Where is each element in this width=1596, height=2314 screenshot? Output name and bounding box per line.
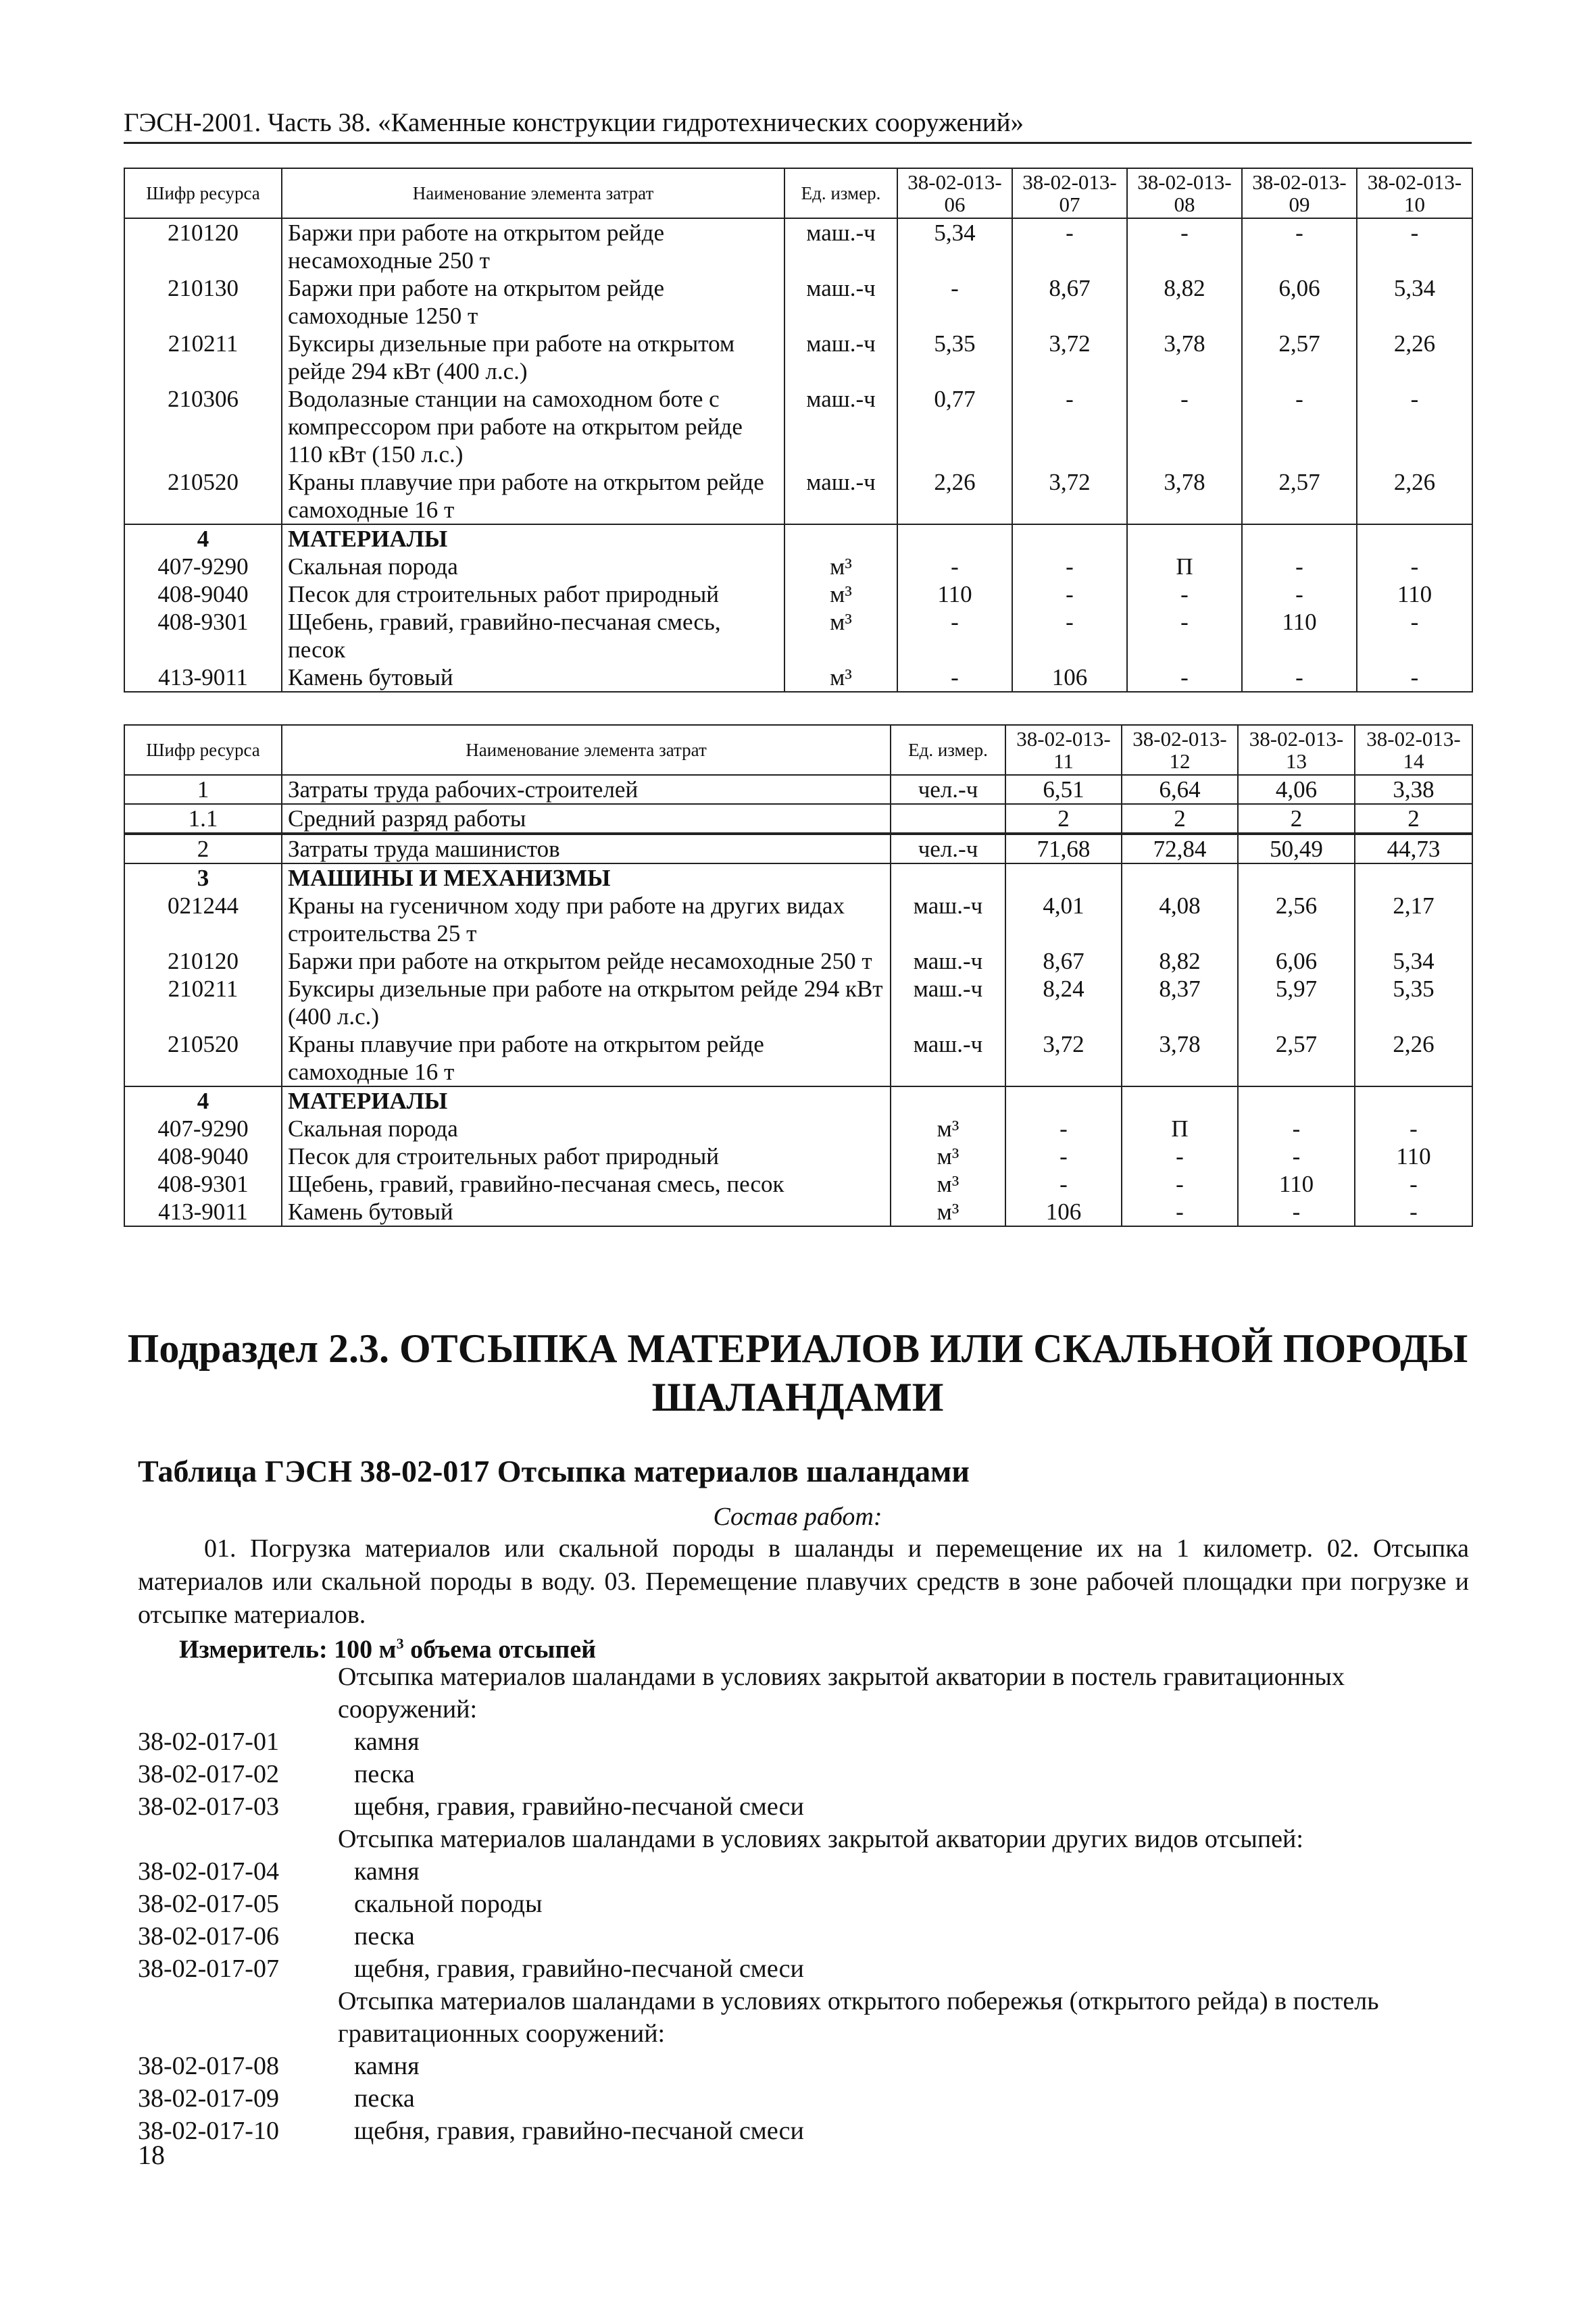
section-row-materials (124, 1086, 1472, 1115)
norm-value: 3,38 (1355, 775, 1472, 804)
norm-value: - (1357, 553, 1472, 580)
resource-name: Краны плавучие при работе на открытом рейде самоходные 16 т (282, 1030, 891, 1086)
norm-value: 8,37 (1122, 975, 1238, 1030)
list-item (138, 1790, 1472, 1823)
norm-value: - (1242, 663, 1357, 692)
norm-code-list (138, 1661, 1472, 2147)
norm-value: 4,01 (1005, 892, 1122, 947)
norm-value: - (1127, 218, 1242, 274)
norm-description: песка (354, 2084, 415, 2113)
running-header: ГЭСН-2001. Часть 38. «Каменные конструкции гидротехнических сооружений» (124, 107, 1472, 144)
norm-value: 2,57 (1238, 1030, 1355, 1086)
norm-value: - (1012, 385, 1127, 468)
norm-value: - (1238, 1198, 1355, 1226)
resource-code: 210120 (124, 218, 282, 274)
norm-value: 6,06 (1238, 947, 1355, 975)
norm-value: П (1122, 1115, 1238, 1142)
resource-name: Песок для строительных работ природный (282, 580, 784, 608)
section-code: 4 (124, 524, 282, 553)
norm-value: 3,72 (1005, 1030, 1122, 1086)
resource-unit: м³ (784, 580, 897, 608)
norm-value: - (1127, 663, 1242, 692)
norm-value: - (1355, 1198, 1472, 1226)
norm-value: 2 (1355, 804, 1472, 834)
table-header-row (124, 168, 1472, 218)
resource-table-013-11-14 (124, 724, 1473, 1227)
table-header-row (124, 725, 1472, 775)
norm-value: 5,35 (1355, 975, 1472, 1030)
norm-value: 5,34 (1357, 274, 1472, 330)
table-row (124, 580, 1472, 608)
norm-value: - (1122, 1142, 1238, 1170)
norm-value: - (1005, 1115, 1122, 1142)
page-number: 18 (138, 2140, 165, 2170)
resource-code: 210520 (124, 468, 282, 524)
resource-code: 408-9040 (124, 1142, 282, 1170)
col-header-unit: Ед. измер. (784, 168, 897, 218)
list-item (138, 1726, 1472, 1758)
table-row (124, 1142, 1472, 1170)
list-item (138, 2082, 1472, 2115)
resource-unit (891, 804, 1005, 834)
norm-code: 38-02-017-09 (138, 2084, 279, 2113)
norm-value: 50,49 (1238, 834, 1355, 863)
resource-name: Песок для строительных работ природный (282, 1142, 891, 1170)
norm-value: - (1357, 218, 1472, 274)
resource-name: Буксиры дизельные при работе на открытом рейде 294 кВт (400 л.с.) (282, 975, 891, 1030)
norm-value: - (1238, 1115, 1355, 1142)
norm-description: скальной породы (354, 1890, 543, 1918)
norm-value: 2,17 (1355, 892, 1472, 947)
work-composition-text: 01. Погрузка материалов или скальной породы в шаланды и перемещение их на 1 километр. 02. Отсыпка материалов или скальной породы в воду. 03. Перемещение плавучих средств в зоне рабочей площадки при погрузке и отсыпке материалов. (138, 1534, 1469, 1629)
norm-code: 38-02-017-01 (138, 1728, 279, 1756)
norm-description: щебня, гравия, гравийно-песчаной смеси (354, 1792, 804, 1821)
list-item (138, 2115, 1472, 2147)
norm-value: 8,82 (1122, 947, 1238, 975)
norm-value: - (1012, 218, 1127, 274)
subsection-title: Подраздел 2.3. ОТСЫПКА МАТЕРИАЛОВ ИЛИ СКАЛЬНОЙ ПОРОДЫ ШАЛАНДАМИ (127, 1326, 1468, 1419)
table-row (124, 385, 1472, 468)
norm-value: 2 (1005, 804, 1122, 834)
resource-code: 413-9011 (124, 663, 282, 692)
norm-description: камня (354, 1857, 420, 1886)
table-row (124, 975, 1472, 1030)
group-heading: Отсыпка материалов шаландами в условиях закрытой акватории в постель гравитационных сооружений: (338, 1663, 1345, 1724)
norm-value: 8,82 (1127, 274, 1242, 330)
norm-value: 6,06 (1242, 274, 1357, 330)
norm-value: П (1127, 553, 1242, 580)
norm-value: - (1012, 553, 1127, 580)
norm-value: - (1357, 608, 1472, 663)
group-heading: Отсыпка материалов шаландами в условиях открытого побережья (открытого рейда) в постель гравитационных сооружений: (338, 1987, 1379, 2048)
resource-code: 407-9290 (124, 1115, 282, 1142)
norm-value: 3,78 (1127, 330, 1242, 385)
resource-unit: м³ (784, 553, 897, 580)
norm-value: 44,73 (1355, 834, 1472, 863)
meter-superscript: 3 (396, 1635, 404, 1652)
resource-unit: маш.-ч (784, 274, 897, 330)
materials-group (124, 524, 1472, 692)
list-item (138, 1855, 1472, 1888)
table-row (124, 330, 1472, 385)
resource-name: Камень бутовый (282, 663, 784, 692)
resource-unit: маш.-ч (891, 892, 1005, 947)
resource-code: 210120 (124, 947, 282, 975)
table-row (124, 553, 1472, 580)
table-row (124, 1115, 1472, 1142)
resource-name: Баржи при работе на открытом рейде несамоходные 250 т (282, 947, 891, 975)
list-item (138, 2050, 1472, 2082)
norm-value: - (1005, 1170, 1122, 1198)
resource-code: 210520 (124, 1030, 282, 1086)
norm-code: 38-02-017-07 (138, 1955, 279, 1983)
norm-value: - (897, 553, 1012, 580)
resource-unit: м³ (891, 1170, 1005, 1198)
norm-code: 38-02-017-08 (138, 2052, 279, 2080)
table-row (124, 608, 1472, 663)
norm-value: - (1242, 553, 1357, 580)
resource-unit: м³ (891, 1142, 1005, 1170)
norm-value: - (1127, 385, 1242, 468)
norm-value: - (897, 608, 1012, 663)
norm-value: 5,35 (897, 330, 1012, 385)
norm-value: 3,72 (1012, 330, 1127, 385)
table-title: Таблица ГЭСН 38-02-017 Отсыпка материалов шаландами (138, 1454, 970, 1488)
meter-prefix: Измеритель: 100 м (179, 1635, 397, 1664)
norm-value: - (897, 274, 1012, 330)
resource-code: 407-9290 (124, 553, 282, 580)
norm-value: 4,06 (1238, 775, 1355, 804)
norm-value: - (1357, 663, 1472, 692)
section-code: 3 (124, 863, 282, 892)
norm-value: 110 (1242, 608, 1357, 663)
resource-unit: маш.-ч (784, 468, 897, 524)
norm-value: 110 (897, 580, 1012, 608)
norm-value: 8,67 (1012, 274, 1127, 330)
norm-value: 3,78 (1127, 468, 1242, 524)
col-header-unit: Ед. измер. (891, 725, 1005, 775)
norm-description: щебня, гравия, гравийно-песчаной смеси (354, 2117, 804, 2145)
norm-value: 2,56 (1238, 892, 1355, 947)
norm-value: 5,34 (1355, 947, 1472, 975)
norm-value: 2,57 (1242, 468, 1357, 524)
norm-value: 2,26 (1355, 1030, 1472, 1086)
resource-unit: маш.-ч (784, 218, 897, 274)
norm-value: 110 (1357, 580, 1472, 608)
table-row (124, 218, 1472, 274)
norm-code: 38-02-017-04 (138, 1857, 279, 1886)
table-row (124, 1030, 1472, 1086)
resource-unit: чел.-ч (891, 775, 1005, 804)
resource-name: Баржи при работе на открытом рейде самоходные 1250 т (282, 274, 784, 330)
resource-code: 210211 (124, 330, 282, 385)
resource-name: Затраты труда машинистов (282, 834, 891, 863)
norm-description: песка (354, 1760, 415, 1788)
table-row (124, 947, 1472, 975)
norm-value: - (1242, 580, 1357, 608)
resource-name: Затраты труда рабочих-строителей (282, 775, 891, 804)
machines-group (124, 218, 1472, 524)
resource-name: Камень бутовый (282, 1198, 891, 1226)
table-row (124, 1198, 1472, 1226)
norm-value: 2,57 (1242, 330, 1357, 385)
norm-value: 106 (1005, 1198, 1122, 1226)
section-title: МАТЕРИАЛЫ (282, 1086, 891, 1115)
table-row (124, 775, 1472, 804)
resource-code: 408-9040 (124, 580, 282, 608)
norm-code: 38-02-017-10 (138, 2117, 279, 2145)
resource-unit: маш.-ч (891, 947, 1005, 975)
resource-code: 210211 (124, 975, 282, 1030)
resource-unit: маш.-ч (784, 330, 897, 385)
resource-code: 1.1 (124, 804, 282, 834)
resource-code: 021244 (124, 892, 282, 947)
resource-unit: м³ (784, 663, 897, 692)
col-header-code: Шифр ресурса (124, 725, 282, 775)
col-header-norm: 38-02-013-11 (1005, 725, 1122, 775)
col-header-name: Наименование элемента затрат (282, 725, 891, 775)
norm-description: щебня, гравия, гравийно-песчаной смеси (354, 1955, 804, 1983)
resource-name: Скальная порода (282, 553, 784, 580)
resource-code: 413-9011 (124, 1198, 282, 1226)
norm-value: - (1005, 1142, 1122, 1170)
resource-name: Скальная порода (282, 1115, 891, 1142)
norm-value: - (1012, 580, 1127, 608)
norm-value: 4,08 (1122, 892, 1238, 947)
norm-value: 6,51 (1005, 775, 1122, 804)
col-header-norm: 38-02-013-07 (1012, 168, 1127, 218)
resource-unit: чел.-ч (891, 834, 1005, 863)
materials-group (124, 1086, 1472, 1226)
norm-description: камня (354, 1728, 420, 1756)
meter-suffix: объема отсыпей (403, 1635, 597, 1664)
norm-value: - (1355, 1170, 1472, 1198)
section-row-materials (124, 524, 1472, 553)
col-header-norm: 38-02-013-08 (1127, 168, 1242, 218)
resource-name: Щебень, гравий, гравийно-песчаная смесь, песок (282, 1170, 891, 1198)
norm-value: 6,64 (1122, 775, 1238, 804)
norm-value: 3,72 (1012, 468, 1127, 524)
col-header-norm: 38-02-013-13 (1238, 725, 1355, 775)
resource-unit: маш.-ч (784, 385, 897, 468)
resource-code: 2 (124, 834, 282, 863)
resource-unit: маш.-ч (891, 975, 1005, 1030)
norm-value: 71,68 (1005, 834, 1122, 863)
table-row (124, 892, 1472, 947)
composition-label: Состав работ: (713, 1503, 882, 1531)
resource-code: 408-9301 (124, 608, 282, 663)
resource-unit: м³ (784, 608, 897, 663)
col-header-norm: 38-02-013-14 (1355, 725, 1472, 775)
norm-value: 2 (1122, 804, 1238, 834)
norm-description: песка (354, 1922, 415, 1951)
resource-unit: маш.-ч (891, 1030, 1005, 1086)
resource-name: Краны на гусеничном ходу при работе на других видах строительства 25 т (282, 892, 891, 947)
norm-value: 110 (1355, 1142, 1472, 1170)
measurement-unit-line (179, 1628, 596, 1665)
resource-name: Краны плавучие при работе на открытом рейде самоходные 16 т (282, 468, 784, 524)
list-item (138, 1920, 1472, 1953)
resource-name: Баржи при работе на открытом рейде несамоходные 250 т (282, 218, 784, 274)
resource-code: 210306 (124, 385, 282, 468)
norm-value: 2,26 (1357, 330, 1472, 385)
table-row (124, 663, 1472, 692)
section-title: МАТЕРИАЛЫ (282, 524, 784, 553)
norm-value: 5,34 (897, 218, 1012, 274)
norm-value: 106 (1012, 663, 1127, 692)
norm-code: 38-02-017-02 (138, 1760, 279, 1788)
norm-value: 8,24 (1005, 975, 1122, 1030)
norm-value: - (1127, 608, 1242, 663)
section-title: МАШИНЫ И МЕХАНИЗМЫ (282, 863, 891, 892)
resource-name: Щебень, гравий, гравийно-песчаная смесь, песок (282, 608, 784, 663)
norm-value: - (1012, 608, 1127, 663)
norm-value: 8,67 (1005, 947, 1122, 975)
norm-value: 3,78 (1122, 1030, 1238, 1086)
col-header-norm: 38-02-013-09 (1242, 168, 1357, 218)
norm-value: - (1238, 1142, 1355, 1170)
list-item (138, 1888, 1472, 1920)
norm-value: - (1242, 218, 1357, 274)
norm-value: - (1357, 385, 1472, 468)
norm-value: - (1242, 385, 1357, 468)
col-header-norm: 38-02-013-12 (1122, 725, 1238, 775)
machines-group (124, 863, 1472, 1086)
resource-name: Буксиры дизельные при работе на открытом рейде 294 кВт (400 л.с.) (282, 330, 784, 385)
norm-value: 2,26 (1357, 468, 1472, 524)
table-row (124, 1170, 1472, 1198)
norm-code: 38-02-017-03 (138, 1792, 279, 1821)
norm-value: - (897, 663, 1012, 692)
norm-description: камня (354, 2052, 420, 2080)
col-header-code: Шифр ресурса (124, 168, 282, 218)
resource-code: 1 (124, 775, 282, 804)
table-row (124, 804, 1472, 834)
table-row (124, 468, 1472, 524)
norm-value: - (1122, 1198, 1238, 1226)
norm-code: 38-02-017-05 (138, 1890, 279, 1918)
norm-code: 38-02-017-06 (138, 1922, 279, 1951)
resource-code: 408-9301 (124, 1170, 282, 1198)
group-heading: Отсыпка материалов шаландами в условиях закрытой акватории других видов отсыпей: (338, 1825, 1303, 1853)
list-item (138, 1758, 1472, 1790)
section-code: 4 (124, 1086, 282, 1115)
col-header-norm: 38-02-013-10 (1357, 168, 1472, 218)
norm-value: 5,97 (1238, 975, 1355, 1030)
resource-unit: м³ (891, 1115, 1005, 1142)
norm-value: 72,84 (1122, 834, 1238, 863)
norm-value: 2,26 (897, 468, 1012, 524)
resource-table-013-06-10 (124, 168, 1473, 693)
norm-value: 0,77 (897, 385, 1012, 468)
table-row (124, 274, 1472, 330)
norm-value: 110 (1238, 1170, 1355, 1198)
table-row (124, 834, 1472, 863)
resource-unit: м³ (891, 1198, 1005, 1226)
section-row-machines (124, 863, 1472, 892)
resource-name: Водолазные станции на самоходном боте с компрессором при работе на открытом рейде 110 кВт (150 л.с.) (282, 385, 784, 468)
norm-value: - (1355, 1115, 1472, 1142)
list-item (138, 1953, 1472, 1985)
col-header-name: Наименование элемента затрат (282, 168, 784, 218)
resource-name: Средний разряд работы (282, 804, 891, 834)
resource-code: 210130 (124, 274, 282, 330)
labor-group (124, 775, 1472, 863)
col-header-norm: 38-02-013-06 (897, 168, 1012, 218)
norm-value: - (1127, 580, 1242, 608)
norm-value: - (1122, 1170, 1238, 1198)
norm-value: 2 (1238, 804, 1355, 834)
